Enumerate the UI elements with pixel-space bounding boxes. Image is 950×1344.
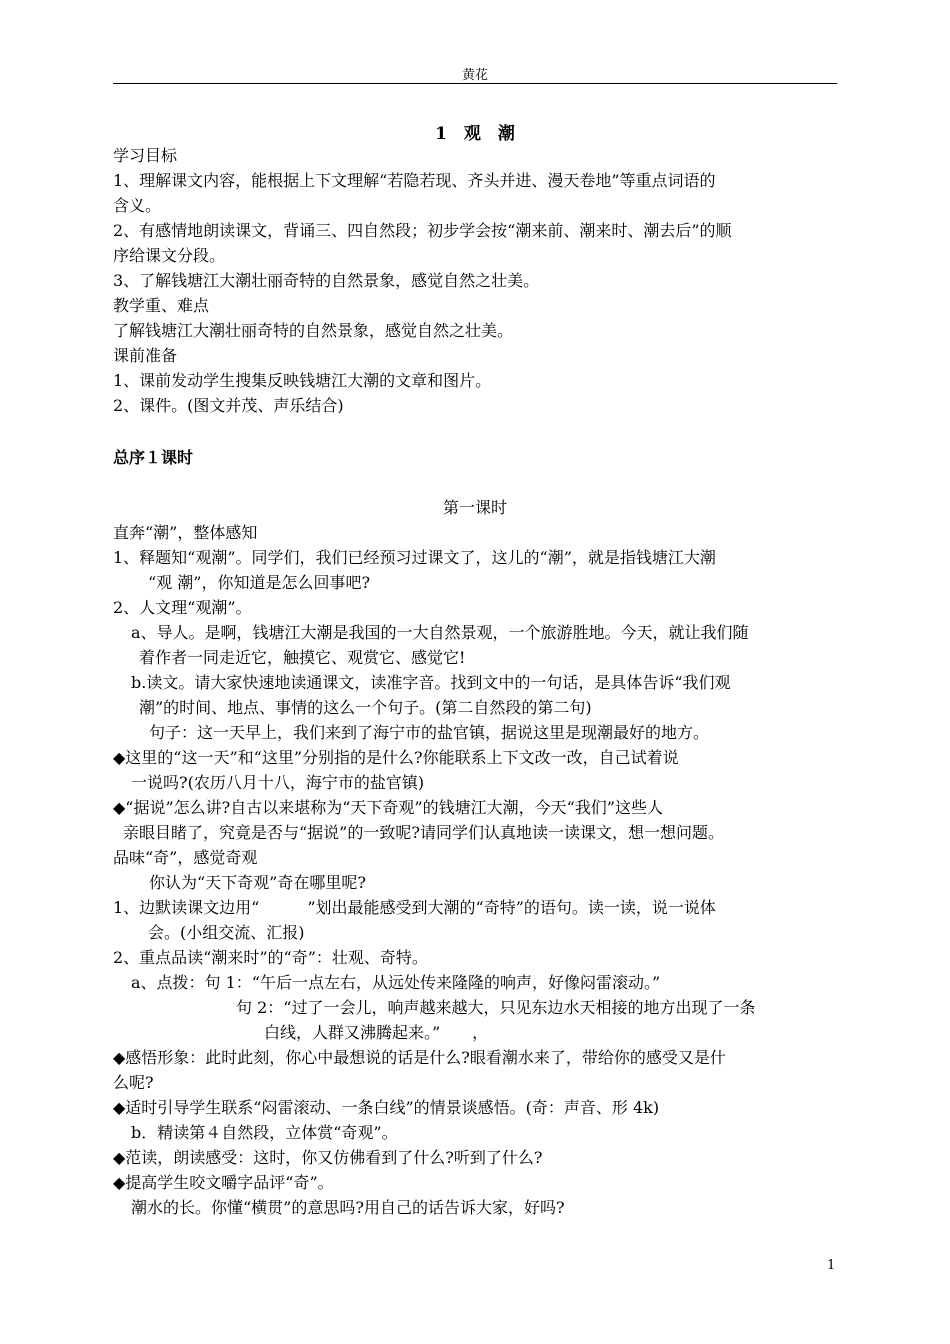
paragraph-line: 2、人文理“观潮”。 <box>113 598 252 617</box>
bullet-line: ◆适时引导学生联系“闷雷滚动、一条白线”的情景谈感悟。(奇：声音、形 4k) <box>113 1098 660 1117</box>
bullet-line: ◆感悟形象：此时此刻，你心中最想说的话是什么?眼看潮水来了，带给你的感受又是什 <box>113 1048 726 1067</box>
bullet-line: ◆提高学生咬文嚼字品评“奇”。 <box>113 1173 334 1192</box>
page-title: 1 观 潮 <box>435 124 515 144</box>
heading-learning-goals: 学习目标 <box>113 146 178 165</box>
paragraph-line: 潮”的时间、地点、事情的这么一个句子。(第二自然段的第二句) <box>139 698 592 717</box>
paragraph-line: 着作者一同走近它，触摸它、观赏它、感觉它! <box>139 648 466 667</box>
paragraph-line: 1、边默读课文边用“ ”划出最能感受到大潮的“奇特”的语句。读一读，说一说体 <box>113 898 716 917</box>
paragraph-line: 了解钱塘江大潮壮丽奇特的自然景象，感觉自然之壮美。 <box>113 321 514 340</box>
paragraph-line: 1、课前发动学生搜集反映钱塘江大潮的文章和图片。 <box>113 371 492 390</box>
paragraph-line: 2、重点品读“潮来时”的“奇”：壮观、奇特。 <box>113 948 428 967</box>
paragraph-line: 白线，人群又沸腾起来。” ， <box>264 1023 489 1042</box>
page-header: 黄花 <box>461 68 488 83</box>
paragraph-line: b．精读第４自然段，立体赏“奇观”。 <box>131 1123 398 1142</box>
bullet-line: ◆“据说”怎么讲?自古以来堪称为“天下奇观”的钱塘江大潮，今天“我们”这些人 <box>113 798 663 817</box>
paragraph-line: 句 2：“过了一会儿，响声越来越大，只见东边水天相接的地方出现了一条 <box>236 998 756 1017</box>
paragraph-line: 序给课文分段。 <box>113 246 226 265</box>
paragraph-line: b.读文。请大家快速地读通课文，读准字音。找到文中的一句话，是具体告诉“我们观 <box>131 673 731 692</box>
section-heading-first-period: 第一课时 <box>442 498 507 517</box>
paragraph-line: 潮水的长。你懂“横贯”的意思吗?用自己的话告诉大家，好吗? <box>131 1198 565 1217</box>
paragraph-line: 品味“奇”，感觉奇观 <box>113 848 258 867</box>
bullet-line: ◆范读，朗读感受：这时，你又仿佛看到了什么?听到了什么? <box>113 1148 543 1167</box>
heading-preparation: 课前准备 <box>113 346 178 365</box>
paragraph-line: a、点拨：句 1：“午后一点左右，从远处传来隆隆的响声，好像闷雷滚动。” <box>131 973 661 992</box>
paragraph-line: 1、释题知“观潮”。同学们，我们已经预习过课文了，这儿的“潮”，就是指钱塘江大潮 <box>113 548 716 567</box>
paragraph-line: 亲眼目睹了，究竟是否与“据说”的一致呢?请同学们认真地读一读课文，想一想问题。 <box>123 823 724 842</box>
paragraph-line: 1、理解课文内容，能根据上下文理解“若隐若现、齐头并进、漫天卷地”等重点词语的 <box>113 171 716 190</box>
paragraph-line: 3、了解钱塘江大潮壮丽奇特的自然景象，感觉自然之壮美。 <box>113 271 540 290</box>
heading-key-points: 教学重、难点 <box>113 296 210 315</box>
total-periods-heading: 总序１课时 <box>113 448 194 467</box>
paragraph-line: 句子：这一天早上，我们来到了海宁市的盐官镇，据说这里是现潮最好的地方。 <box>149 723 710 742</box>
paragraph-line: 么呢? <box>113 1073 154 1092</box>
header-divider <box>113 83 837 84</box>
bullet-line: ◆这里的“这一天”和“这里”分别指的是什么?你能联系上下文改一改，自己试着说 <box>113 748 679 767</box>
page-number: 1 <box>827 1258 836 1273</box>
paragraph-line: 会。(小组交流、汇报) <box>148 923 305 942</box>
paragraph-line: 直奔“潮”，整体感知 <box>113 523 258 542</box>
paragraph-line: 含义。 <box>113 196 162 215</box>
paragraph-line: a、导人。是啊，钱塘江大潮是我国的一大自然景观，一个旅游胜地。今天，就让我们随 <box>131 623 749 642</box>
paragraph-line: 2、有感情地朗读课文，背诵三、四自然段；初步学会按“潮来前、潮来时、潮去后”的顺 <box>113 221 732 240</box>
paragraph-line: 2、课件。(图文并茂、声乐结合) <box>113 396 344 415</box>
paragraph-line: 你认为“天下奇观”奇在哪里呢? <box>149 873 366 892</box>
paragraph-line: 一说吗?(农历八月十八，海宁市的盐官镇) <box>131 773 425 792</box>
paragraph-line: “观 潮”，你知道是怎么回事吧? <box>148 573 371 592</box>
